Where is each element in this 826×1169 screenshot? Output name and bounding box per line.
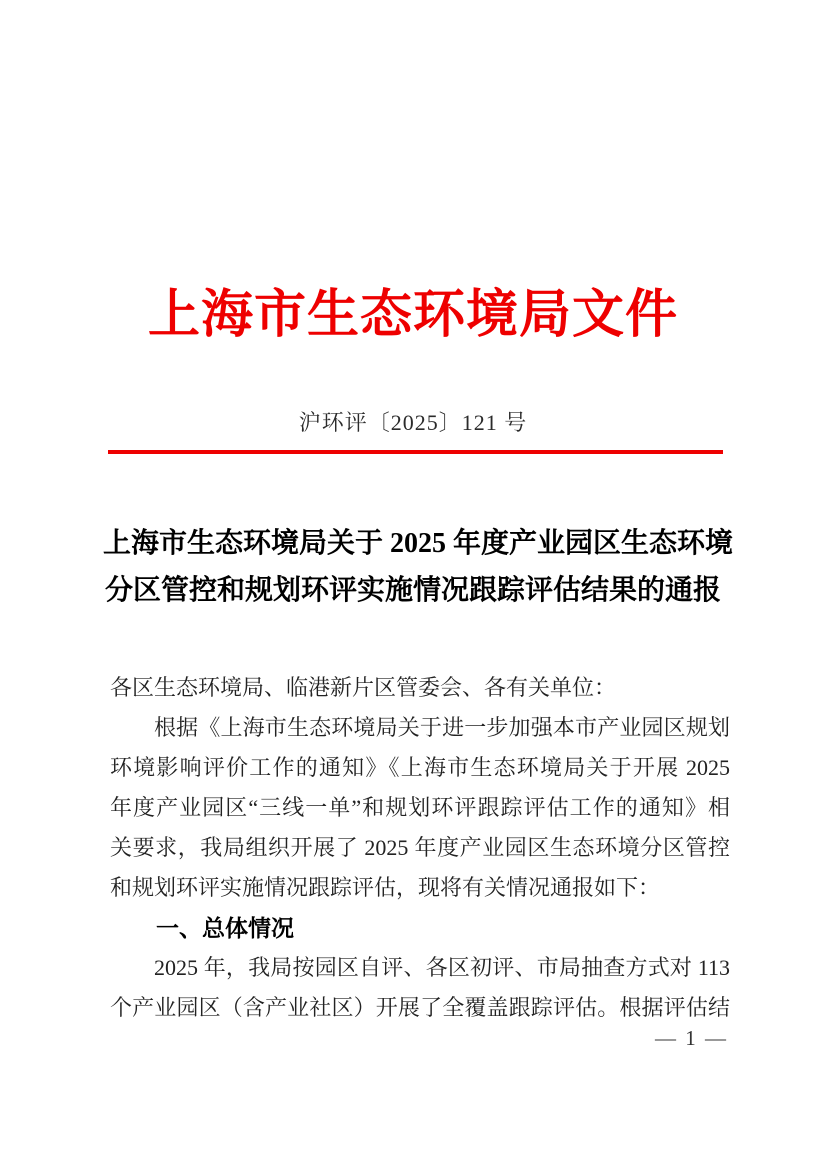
body-line: 和规划环评实施情况跟踪评估，现将有关情况通报如下：	[110, 875, 661, 900]
body-line: 根据《上海市生态环境局关于进一步加强本市产业园区规划	[154, 715, 730, 740]
agency-header-title: 上海市生态环境局文件	[147, 287, 678, 344]
body-line: 个产业园区（含产业社区）开展了全覆盖跟踪评估。根据评估结	[110, 995, 730, 1020]
body-line: 各区生态环境局、临港新片区管委会、各有关单位：	[110, 675, 617, 700]
document-number: 沪环评〔2025〕121 号	[298, 410, 528, 435]
red-divider-line	[108, 450, 723, 454]
page-number: — 1 —	[655, 1026, 728, 1050]
section-heading: 一、总体情况	[156, 915, 294, 941]
body-line: 关要求，我局组织开展了 2025 年度产业园区生态环境分区管控	[110, 835, 730, 860]
body-line: 年度产业园区“三线一单”和规划环评跟踪评估工作的通知》相	[110, 795, 730, 820]
document-body	[110, 668, 730, 1028]
body-line: 2025 年，我局按园区自评、各区初评、市局抽查方式对 113	[154, 955, 730, 980]
document-title	[103, 520, 734, 614]
body-line: 环境影响评价工作的通知》《上海市生态环境局关于开展 2025	[110, 755, 730, 780]
document-title-line: 分区管控和规划环评实施情况跟踪评估结果的通报	[104, 575, 721, 606]
document-title-line: 上海市生态环境局关于 2025 年度产业园区生态环境	[103, 528, 734, 559]
